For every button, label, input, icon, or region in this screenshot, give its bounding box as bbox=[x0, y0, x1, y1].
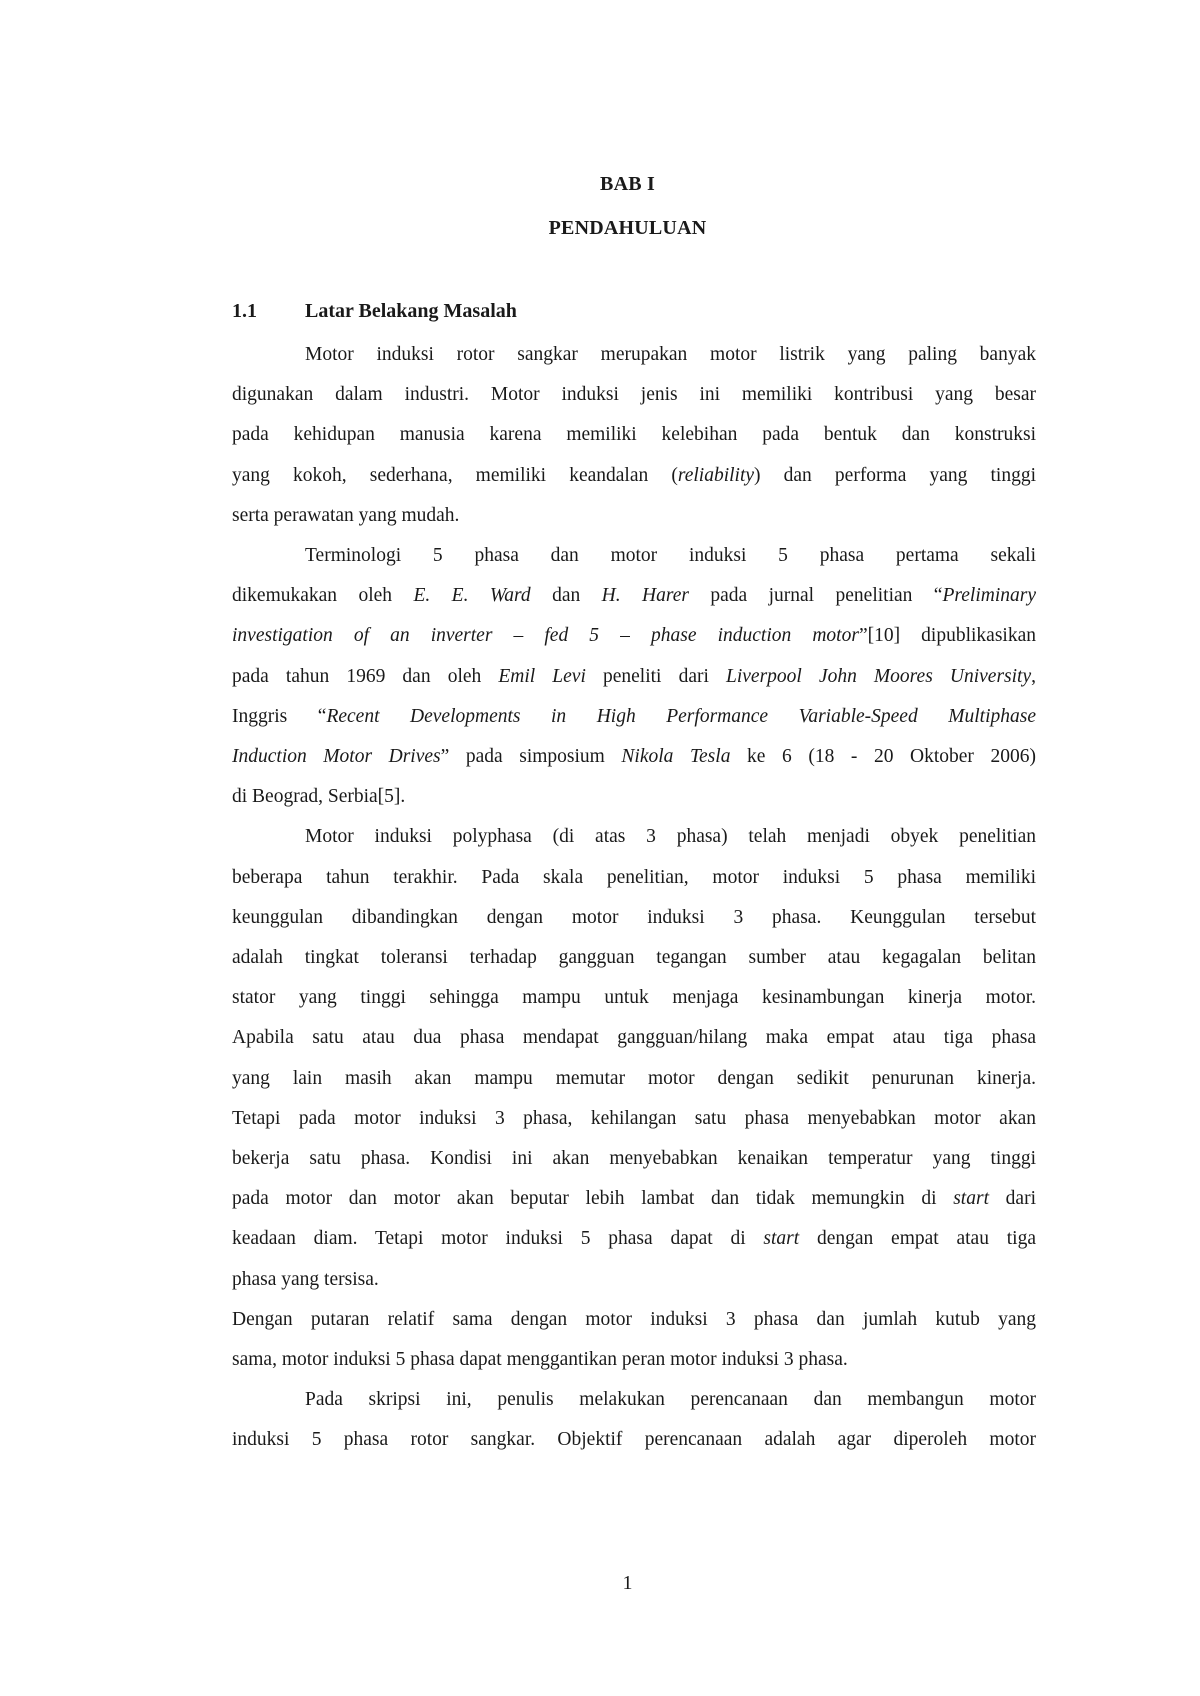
text-run: peneliti dari bbox=[585, 665, 726, 687]
text-line bbox=[232, 1219, 1036, 1259]
paper-title: Recent Developments in High Performance Variable-Speed Multiphase bbox=[326, 705, 1036, 727]
page-number: 1 bbox=[622, 1572, 633, 1594]
paragraph-2 bbox=[232, 536, 1036, 817]
chapter-title: PENDAHULUAN bbox=[548, 217, 707, 239]
text-line: Pada skripsi ini, penulis melakukan perencanaan dan membangun motor bbox=[305, 1389, 1036, 1411]
text-line: Tetapi pada motor induksi 3 phasa, kehilangan satu phasa menyebabkan motor akan bbox=[232, 1107, 1036, 1129]
text-line: keunggulan dibandingkan dengan motor induksi 3 phasa. Keunggulan tersebut bbox=[232, 906, 1036, 928]
text-line: phasa yang tersisa. bbox=[232, 1268, 379, 1290]
text-line: pada kehidupan manusia karena memiliki kelebihan pada bentuk dan konstruksi bbox=[232, 424, 1036, 446]
text-line: yang lain masih akan mampu memutar motor dengan sedikit penurunan kinerja. bbox=[232, 1067, 1036, 1089]
text-line: induksi 5 phasa rotor sangkar. Objektif perencanaan adalah agar diperoleh motor bbox=[232, 1429, 1036, 1451]
italic-term: start bbox=[953, 1188, 989, 1210]
institution-name: Liverpool John Moores University bbox=[726, 665, 1032, 687]
text-line: serta perawatan yang mudah. bbox=[232, 504, 460, 526]
text-line bbox=[232, 697, 1036, 737]
journal-title: investigation of an inverter – fed 5 – phase induction motor bbox=[232, 625, 859, 647]
text-line: sama, motor induksi 5 phasa dapat menggantikan peran motor induksi 3 phasa. bbox=[232, 1349, 848, 1371]
author-name: H. Harer bbox=[601, 585, 689, 607]
paragraph-4 bbox=[232, 1300, 1036, 1380]
text-line: Terminologi 5 phasa dan motor induksi 5 phasa pertama sekali bbox=[305, 545, 1036, 567]
text-run: pada motor dan motor akan beputar lebih lambat dan tidak memungkin di bbox=[232, 1188, 954, 1210]
text-run: Inggris “ bbox=[232, 705, 327, 727]
text-line: Apabila satu atau dua phasa mendapat gangguan/hilang maka empat atau tiga phasa bbox=[232, 1027, 1036, 1049]
section-heading bbox=[232, 300, 517, 323]
paper-title: Induction Motor Drives bbox=[232, 746, 441, 768]
text-run: pada tahun 1969 dan oleh bbox=[232, 665, 499, 687]
text-run: , bbox=[1031, 665, 1036, 687]
text-line: adalah tingkat toleransi terhadap gangguan tegangan sumber atau kegagalan belitan bbox=[232, 947, 1036, 969]
text-run: ” pada simposium bbox=[440, 746, 622, 768]
italic-term: reliability bbox=[677, 464, 755, 486]
paragraph-5 bbox=[232, 1380, 1036, 1460]
text-line: di Beograd, Serbia[5]. bbox=[232, 786, 406, 808]
text-run: dan bbox=[530, 585, 602, 607]
text-line bbox=[232, 456, 1036, 496]
symposium-name: Nikola Tesla bbox=[621, 746, 731, 768]
section-number: 1.1 bbox=[232, 300, 257, 322]
text-line bbox=[232, 1179, 1036, 1219]
text-line: bekerja satu phasa. Kondisi ini akan menyebabkan kenaikan temperatur yang tinggi bbox=[232, 1148, 1036, 1170]
text-run: yang kokoh, sederhana, memiliki keandalan ( bbox=[232, 464, 678, 486]
journal-title: Preliminary bbox=[942, 585, 1036, 607]
text-line bbox=[232, 657, 1036, 697]
text-line: stator yang tinggi sehingga mampu untuk menjaga kesinambungan kinerja motor. bbox=[232, 987, 1036, 1009]
italic-term: start bbox=[763, 1228, 800, 1250]
text-line: Motor induksi polyphasa (di atas 3 phasa) telah menjadi obyek penelitian bbox=[305, 826, 1036, 848]
text-line: Motor induksi rotor sangkar merupakan motor listrik yang paling banyak bbox=[305, 344, 1036, 365]
section-title: Latar Belakang Masalah bbox=[305, 300, 517, 322]
text-line bbox=[232, 616, 1036, 656]
text-run: ”[10] dipublikasikan bbox=[858, 625, 1036, 647]
text-run: ) dan performa yang tinggi bbox=[754, 464, 1036, 486]
text-run: pada jurnal penelitian “ bbox=[688, 585, 943, 607]
author-name: Emil Levi bbox=[498, 665, 586, 687]
paragraph-3 bbox=[232, 817, 1036, 1299]
text-run: dikemukakan oleh bbox=[232, 585, 414, 607]
paragraph-1 bbox=[232, 335, 1036, 536]
text-run: ke 6 (18 - 20 Oktober 2006) bbox=[730, 746, 1036, 768]
text-run: dari bbox=[988, 1188, 1036, 1210]
author-name: E. E. Ward bbox=[413, 585, 531, 607]
text-run: keadaan diam. Tetapi motor induksi 5 phasa dapat di bbox=[232, 1228, 764, 1250]
text-line: Dengan putaran relatif sama dengan motor induksi 3 phasa dan jumlah kutub yang bbox=[232, 1308, 1036, 1330]
chapter-number: BAB I bbox=[600, 173, 655, 195]
text-line bbox=[232, 737, 1036, 777]
body-text bbox=[232, 335, 1036, 1461]
text-line bbox=[232, 576, 1036, 616]
text-line: digunakan dalam industri. Motor induksi jenis ini memiliki kontribusi yang besar bbox=[232, 384, 1036, 406]
text-run: dengan empat atau tiga bbox=[799, 1228, 1036, 1250]
text-line: beberapa tahun terakhir. Pada skala penelitian, motor induksi 5 phasa memiliki bbox=[232, 866, 1036, 888]
